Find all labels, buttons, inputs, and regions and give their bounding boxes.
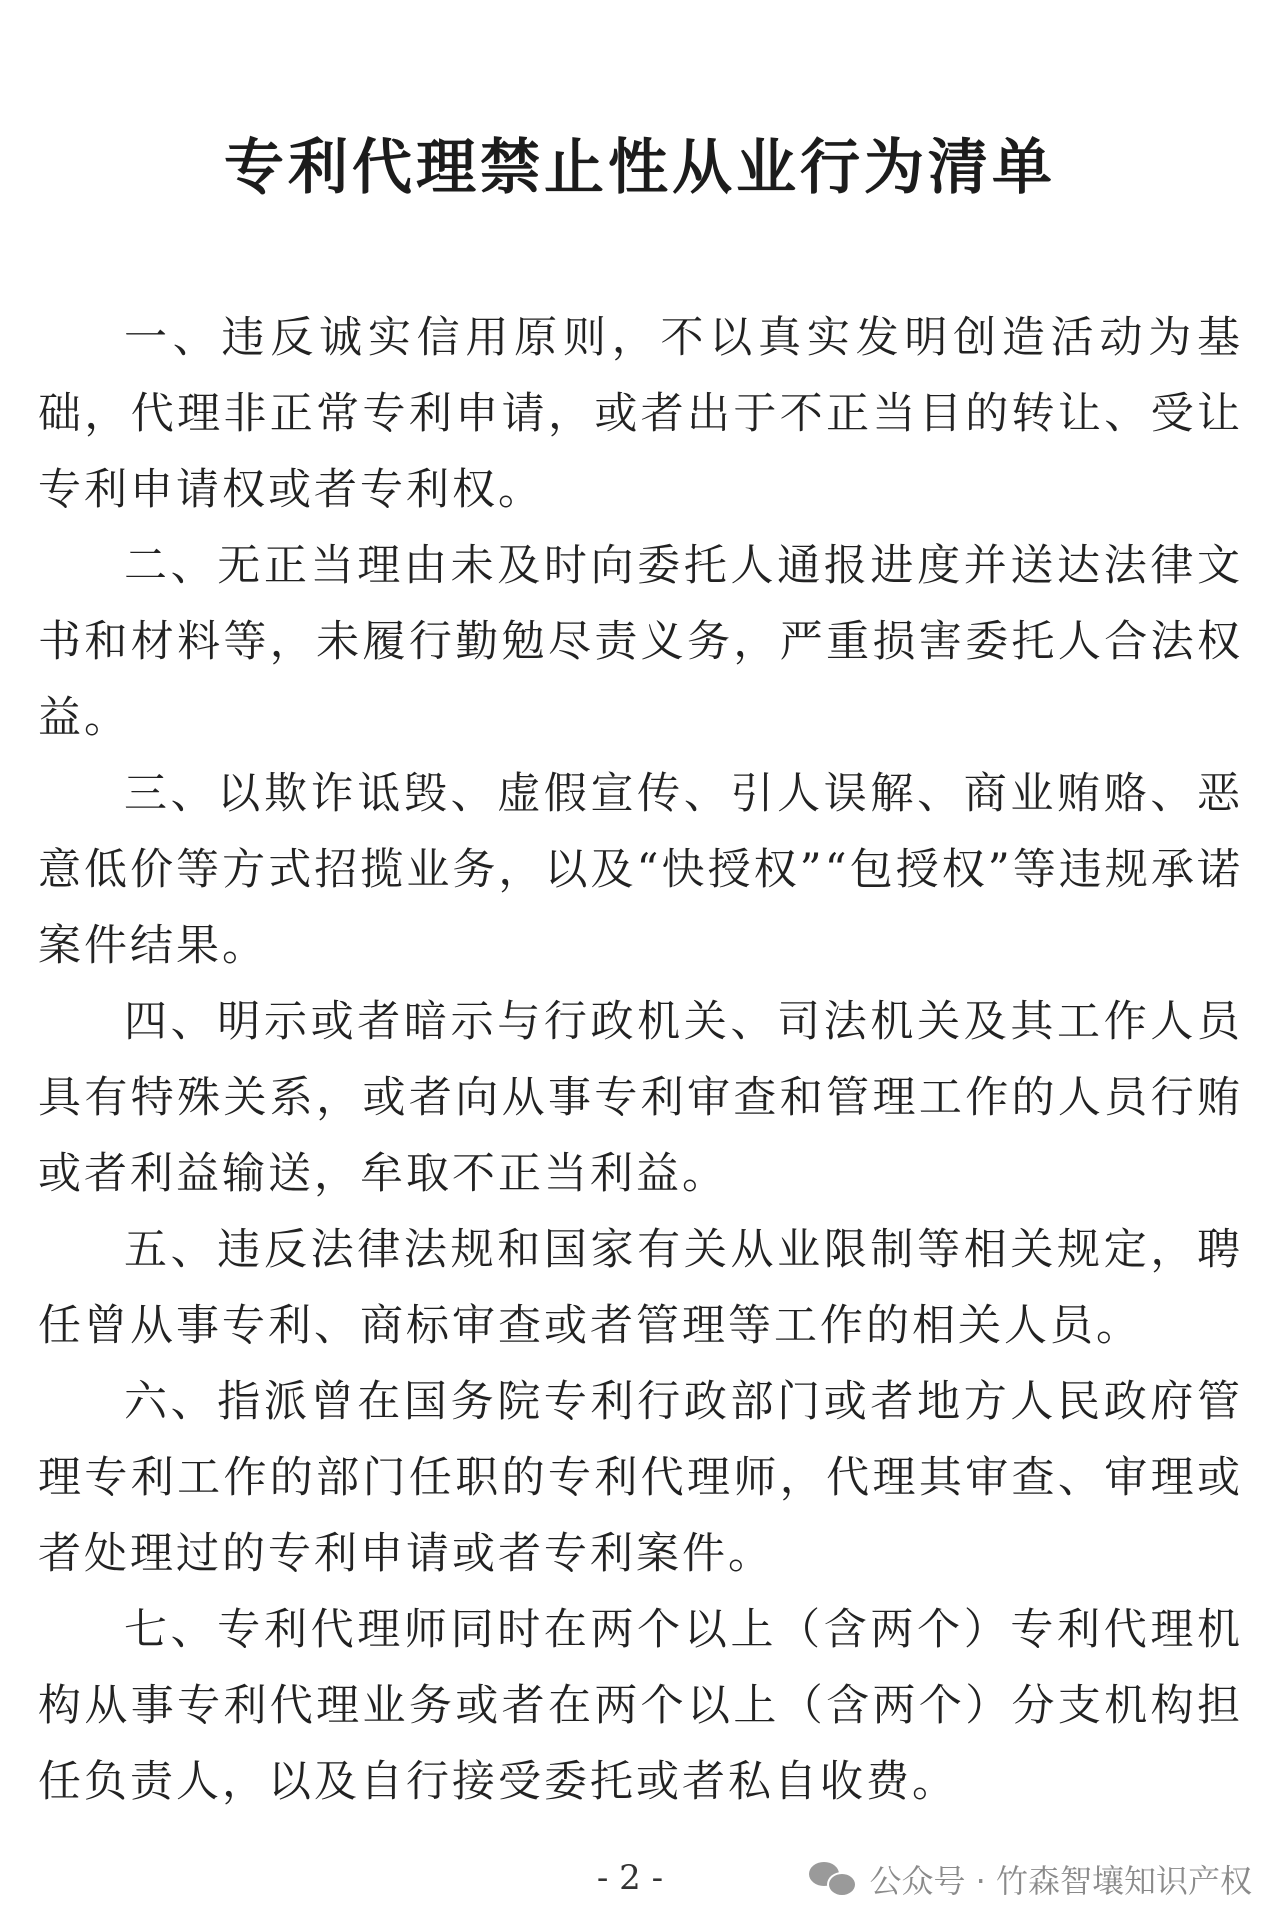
wechat-icon (809, 1860, 857, 1898)
paragraph-7: 七、专利代理师同时在两个以上（含两个）专利代理机构从事专利代理业务或者在两个以上（含两个）分支机构担任负责人，以及自行接受委托或者私自收费。 (38, 1605, 1243, 1807)
watermark (809, 1856, 1252, 1902)
paragraph-5: 五、违反法律法规和国家有关从业限制等相关规定，聘任曾从事专利、商标审查或者管理等工作的相关人员。 (38, 1225, 1243, 1351)
watermark-text: 公众号 · 竹森智壤知识产权 (869, 1862, 1252, 1900)
paragraph-2: 二、无正当理由未及时向委托人通报进度并送达法律文书和材料等，未履行勤勉尽责义务，严重损害委托人合法权益。 (38, 541, 1243, 743)
paragraph-3: 三、以欺诈诋毁、虚假宣传、引人误解、商业贿赂、恶意低价等方式招揽业务，以及“快授权”“包授权”等违规承诺案件结果。 (38, 769, 1243, 971)
paragraph-1: 一、违反诚实信用原则，不以真实发明创造活动为基础，代理非正常专利申请，或者出于不正当目的转让、受让专利申请权或者专利权。 (38, 313, 1243, 515)
paragraph-4: 四、明示或者暗示与行政机关、司法机关及其工作人员具有特殊关系，或者向从事专利审查和管理工作的人员行贿或者利益输送，牟取不正当利益。 (38, 997, 1243, 1199)
document-body (38, 300, 1243, 1820)
paragraph-6: 六、指派曾在国务院专利行政部门或者地方人民政府管理专利工作的部门任职的专利代理师，代理其审查、审理或者处理过的专利申请或者专利案件。 (38, 1377, 1243, 1579)
page-number: - 2 - (596, 1858, 664, 1898)
document-title: 专利代理禁止性从业行为清单 (224, 133, 1056, 203)
